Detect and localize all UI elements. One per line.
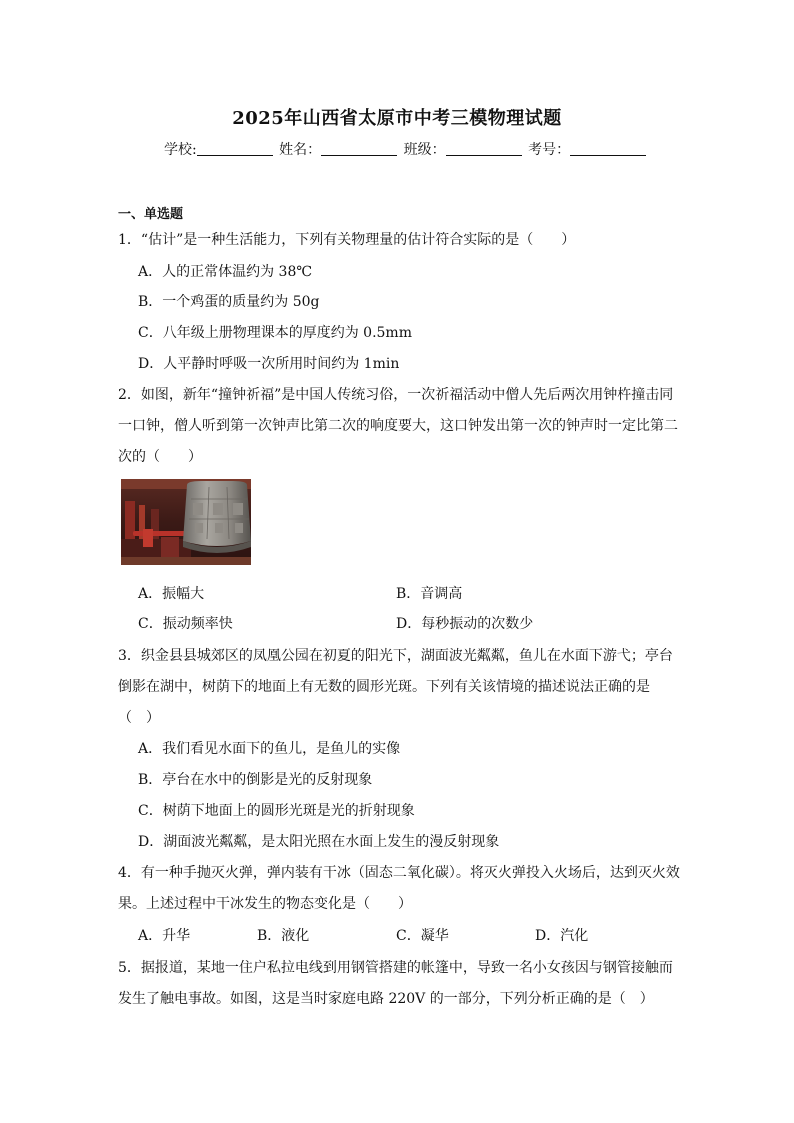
- q2-option-a: A．振幅大: [138, 586, 205, 602]
- q1-option-b: B．一个鸡蛋的质量约为 50g: [138, 294, 320, 310]
- question-3-stem-line-1: 3．织金县县城郊区的凤凰公园在初夏的阳光下，湖面波光粼粼，鱼儿在水面下游弋；亭台: [118, 648, 673, 664]
- q1-option-d: D．人平静时呼吸一次所用时间约为 1min: [138, 356, 400, 372]
- name-blank[interactable]: [321, 141, 397, 156]
- student-info-row: [164, 139, 648, 159]
- question-5-stem-line-2: 发生了触电事故。如图，这是当时家庭电路 220V 的一部分，下列分析正确的是（ ）: [118, 991, 654, 1007]
- question-4-stem-line-1: 4．有一种手抛灭火弹，弹内装有干冰（固态二氧化碳）。将灭火弹投入火场后，达到灭火效: [118, 865, 680, 881]
- q3-option-a: A．我们看见水面下的鱼儿，是鱼儿的实像: [138, 741, 401, 757]
- page-title: 2025年山西省太原市中考三模物理试题: [232, 108, 562, 129]
- question-2-stem-line-2: 一口钟，僧人听到第一次钟声比第二次的响度要大，这口钟发出第一次的钟声时一定比第二: [118, 418, 678, 434]
- q3-option-c: C．树荫下地面上的圆形光斑是光的折射现象: [138, 803, 415, 819]
- q4-option-b: B．液化: [257, 928, 310, 944]
- section-title: 一、单选题: [118, 207, 184, 222]
- q1-option-c: C．八年级上册物理课本的厚度约为 0.5mm: [138, 325, 412, 341]
- exam-no-blank[interactable]: [570, 141, 646, 156]
- q2-option-c: C．振动频率快: [138, 616, 233, 632]
- question-2-stem-line-1: 2．如图，新年“撞钟祈福”是中国人传统习俗，一次祈福活动中僧人先后两次用钟杵撞击同: [118, 387, 674, 403]
- question-3-stem-line-2: 倒影在湖中，树荫下的地面上有无数的圆形光斑。下列有关该情境的描述说法正确的是: [118, 679, 650, 695]
- class-label: 班级：: [403, 142, 446, 158]
- school-label: 学校:: [164, 142, 197, 158]
- q2-option-d: D．每秒振动的次数少: [396, 616, 534, 632]
- q1-option-a: A．人的正常体温约为 38℃: [138, 264, 313, 280]
- question-4-stem-line-2: 果。上述过程中干冰发生的物态变化是（ ）: [118, 896, 412, 912]
- temple-bell-photo: [121, 479, 251, 565]
- question-2-stem-line-3: 次的（ ）: [118, 449, 202, 465]
- q3-option-d: D．湖面波光粼粼，是太阳光照在水面上发生的漫反射现象: [138, 834, 500, 850]
- question-5-stem-line-1: 5．据报道，某地一住户私拉电线到用钢管搭建的帐篷中，导致一名小女孩因与钢管接触而: [118, 960, 673, 976]
- q4-option-a: A．升华: [138, 928, 191, 944]
- question-1-stem: 1．“估计”是一种生活能力，下列有关物理量的估计符合实际的是（ ）: [118, 232, 576, 248]
- name-label: 姓名：: [279, 142, 322, 158]
- school-blank[interactable]: [197, 141, 273, 156]
- q2-option-b: B．音调高: [396, 586, 463, 602]
- q3-option-b: B．亭台在水中的倒影是光的反射现象: [138, 772, 373, 788]
- q4-option-d: D．汽化: [535, 928, 589, 944]
- question-3-stem-line-3: （ ）: [118, 710, 160, 726]
- exam-no-label: 考号：: [528, 142, 571, 158]
- class-blank[interactable]: [446, 141, 522, 156]
- q4-option-c: C．凝华: [396, 928, 449, 944]
